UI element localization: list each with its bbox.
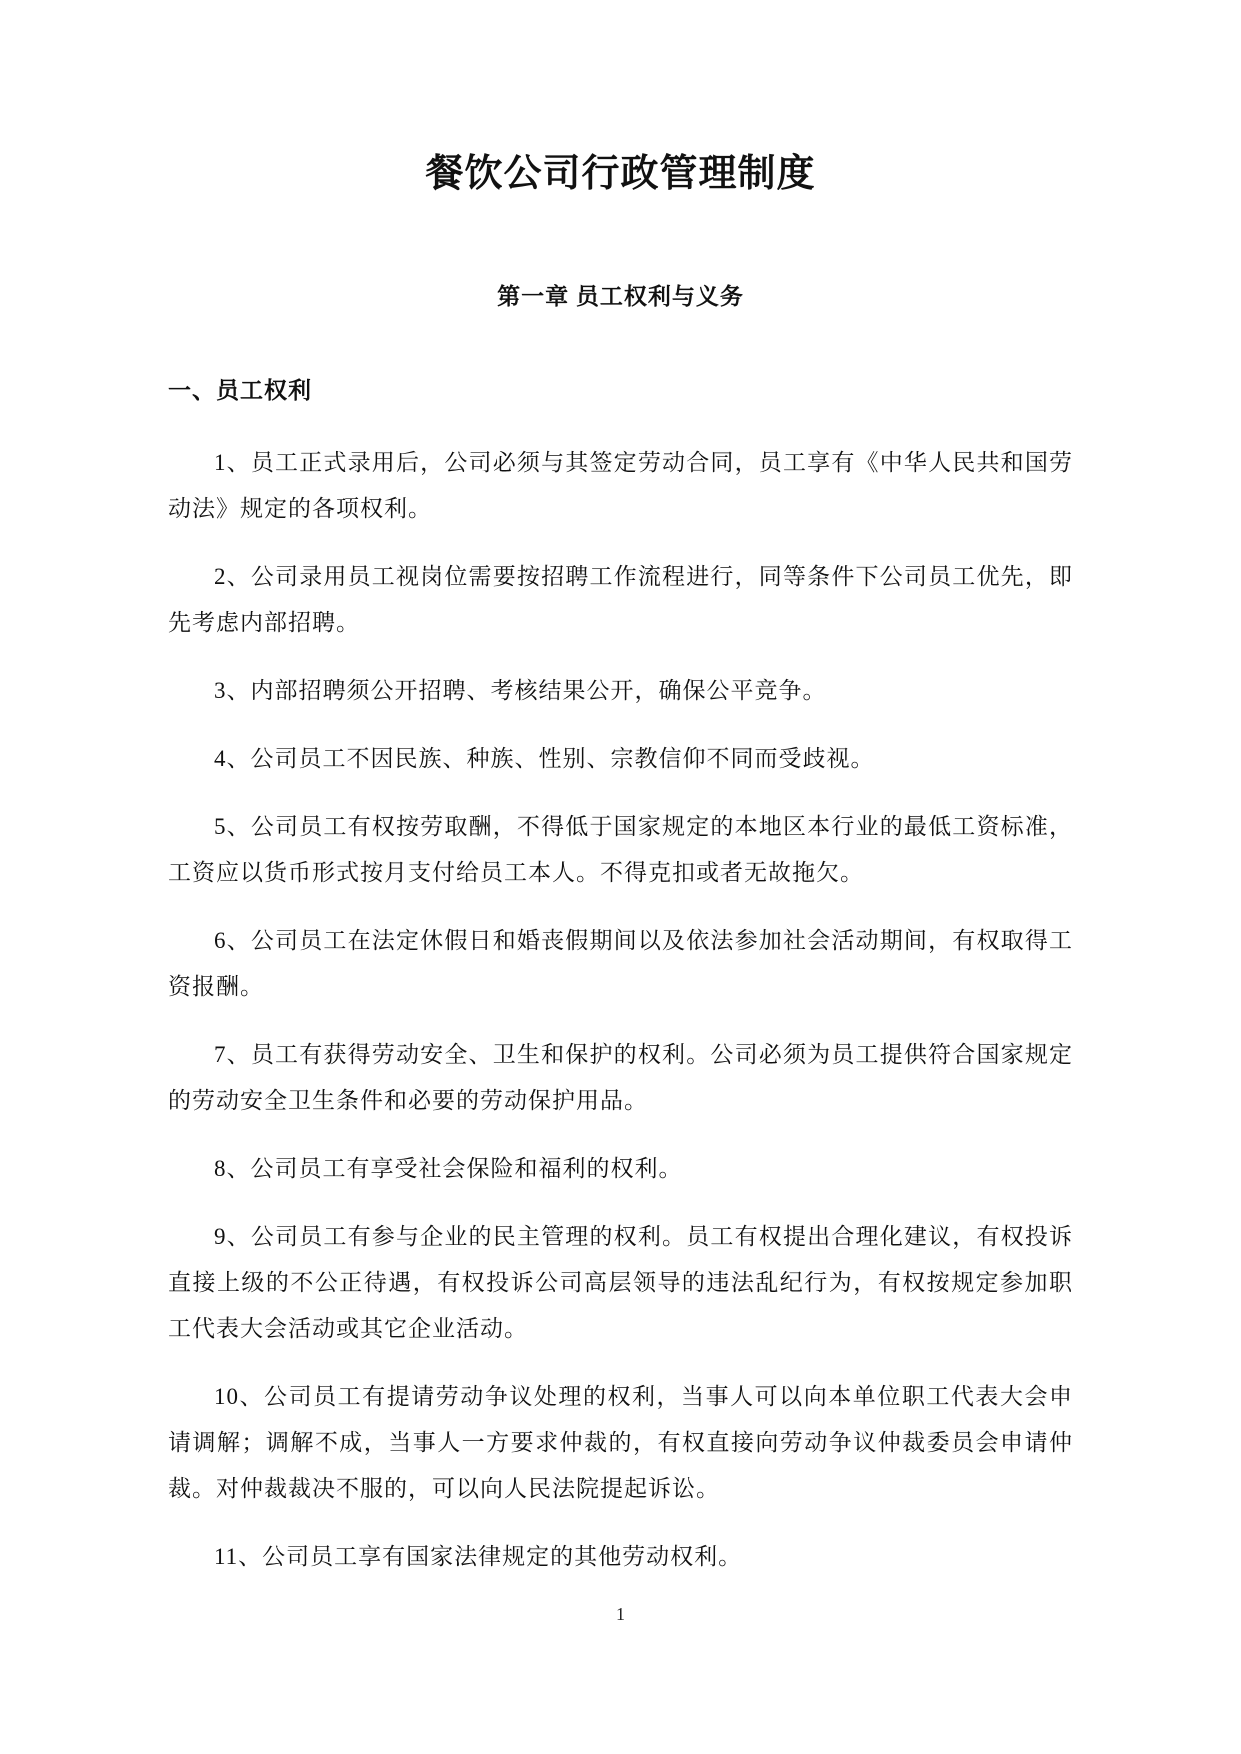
paragraph: 7、员工有获得劳动安全、卫生和保护的权利。公司必须为员工提供符合国家规定的劳动安全卫生条件和必要的劳动保护用品。 [168,1042,1073,1113]
paragraph: 3、内部招聘须公开招聘、考核结果公开，确保公平竞争。 [214,678,827,703]
document-title: 餐饮公司行政管理制度 [425,153,816,195]
paragraph: 9、公司员工有参与企业的民主管理的权利。员工有权提出合理化建议，有权投诉直接上级的不公正待遇，有权投诉公司高层领导的违法乱纪行为，有权按规定参加职工代表大会活动或其它企业活动。 [168,1224,1073,1341]
chapter-heading: 第一章 员工权利与义务 [497,284,744,309]
paragraph: 8、公司员工有享受社会保险和福利的权利。 [214,1156,683,1181]
paragraph: 1、员工正式录用后，公司必须与其签定劳动合同，员工享有《中华人民共和国劳动法》规定的各项权利。 [168,450,1073,521]
paragraph: 10、公司员工有提请劳动争议处理的权利，当事人可以向本单位职工代表大会申请调解；调解不成，当事人一方要求仲裁的，有权直接向劳动争议仲裁委员会申请仲裁。对仲裁裁决不服的，可以向人民法院提起诉讼。 [168,1384,1073,1501]
document-body [168,440,1073,1580]
paragraph: 2、公司录用员工视岗位需要按招聘工作流程进行，同等条件下公司员工优先，即先考虑内部招聘。 [168,564,1073,635]
paragraph: 4、公司员工不因民族、种族、性别、宗教信仰不同而受歧视。 [214,746,875,771]
paragraph: 5、公司员工有权按劳取酬，不得低于国家规定的本地区本行业的最低工资标准，工资应以货币形式按月支付给员工本人。不得克扣或者无故拖欠。 [168,814,1073,885]
section-heading: 一、员工权利 [168,378,312,403]
page-number: 1 [616,1604,625,1624]
paragraph: 11、公司员工享有国家法律规定的其他劳动权利。 [214,1544,743,1569]
paragraph: 6、公司员工在法定休假日和婚丧假期间以及依法参加社会活动期间，有权取得工资报酬。 [168,928,1073,999]
